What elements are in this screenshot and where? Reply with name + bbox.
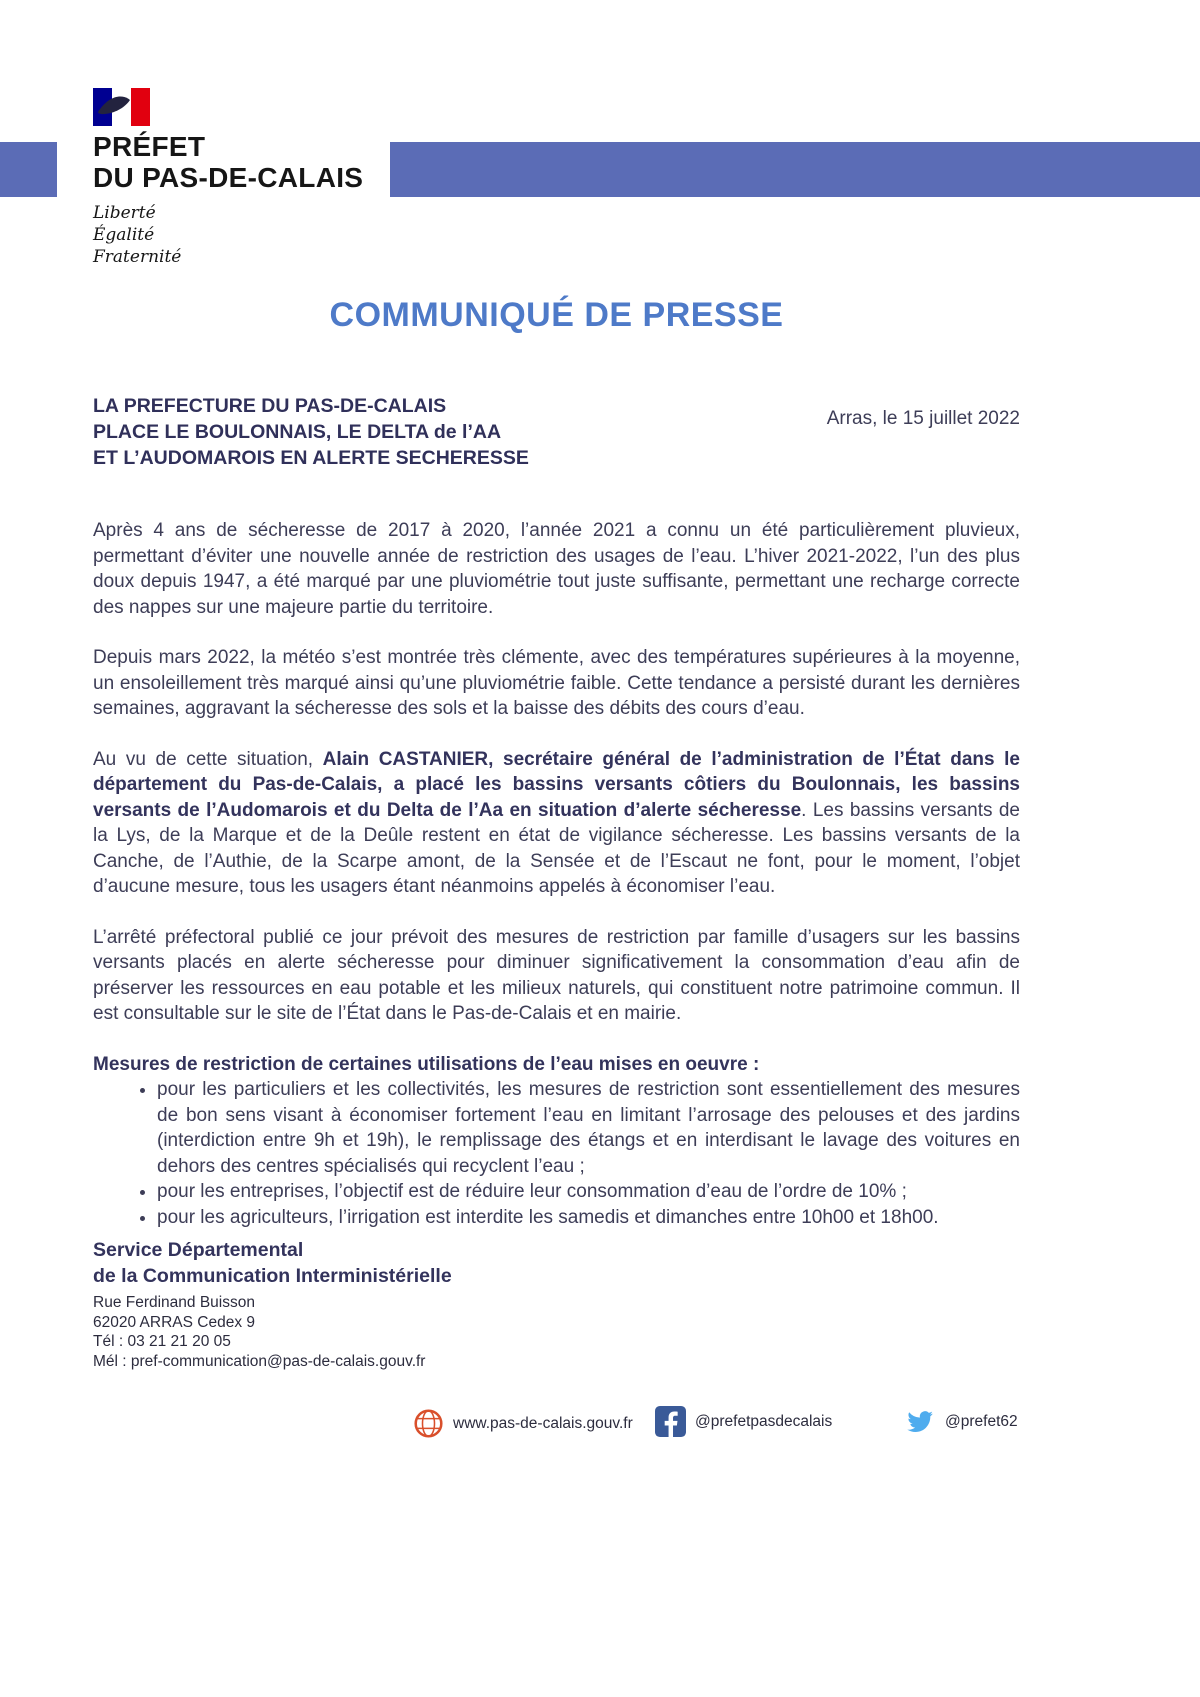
service-line2: de la Communication Interministérielle [93, 1265, 452, 1287]
logo-title-line2: DU PAS-DE-CALAIS [93, 162, 364, 193]
twitter-icon [903, 1408, 936, 1436]
paragraph-3 [93, 747, 1020, 900]
motto-liberte: Liberté [93, 203, 156, 223]
headline-line1: LA PREFECTURE DU PAS-DE-CALAIS [93, 395, 447, 417]
facebook-link[interactable] [655, 1406, 832, 1437]
paragraph-3-rest: . Les bassins versants de la Lys, de la Marque et de la Deûle restent en état de vigilance sécheresse. Les bassins versants de la Canche, de l’Authie, de la Scarpe amont, de la Sensée et de l’Escaut ne font, pour le moment, l’objet d’aucune mesure, tous les usagers étant néanmoins appelés à économiser l’eau. [93, 799, 1020, 897]
french-flag-icon [93, 88, 150, 126]
headline-line2: PLACE LE BOULONNAIS, LE DELTA de l’AA [93, 421, 502, 443]
website-label[interactable]: www.pas-de-calais.gouv.fr [453, 1414, 633, 1432]
social-row [0, 1402, 1200, 1462]
paragraph-1: Après 4 ans de sécheresse de 2017 à 2020, l’année 2021 a connu un été particulièrement pluvieux, permettant d’éviter une nouvelle année de restriction des usages de l’eau. L’hiver 2021-2022, l’un des plus doux depuis 1947, a été marqué par une pluviométrie tout juste suffisante, permettant une recharge correcte des nappes sur une majeure partie du territoire. [93, 520, 1020, 618]
header-band-left [0, 142, 57, 197]
page-title: COMMUNIQUÉ DE PRESSE [329, 296, 784, 334]
republic-motto [93, 202, 363, 268]
globe-icon [413, 1408, 444, 1439]
headline [93, 393, 529, 471]
measures-list [93, 1077, 1020, 1230]
address-street: Rue Ferdinand Buisson [93, 1294, 255, 1311]
list-item: • pour les particuliers et les collectivités, les mesures de restriction sont essentiellement des mesures de bon sens visant à économiser fortement l’eau en limitant l’arrosage des pelouses et des jardins (interdiction entre 9h et 19h), le remplissage des étangs et en interdisant le lavage des voitures en dehors des centres spécialisés qui recyclent l’eau ; [157, 1077, 1020, 1179]
headline-line3: ET L’AUDOMAROIS EN ALERTE SECHERESSE [93, 447, 529, 469]
dateline: Arras, le 15 juillet 2022 [826, 408, 1020, 429]
logo-title-line1: PRÉFET [93, 131, 206, 162]
service-line1: Service Départemental [93, 1239, 304, 1261]
header-band-right [390, 142, 1200, 197]
email-line[interactable]: Mél : pref-communication@pas-de-calais.gouv.fr [93, 1352, 426, 1370]
facebook-icon [655, 1406, 686, 1437]
address-block [93, 1293, 1020, 1371]
paragraph-2: Depuis mars 2022, la météo s’est montrée très clémente, avec des températures supérieures à la moyenne, un ensoleillement très marqué ainsi qu’une pluviométrie faible. Cette tendance a persisté durant les dernières semaines, aggravant la sécheresse des sols et la baisse des débits des cours d’eau. [93, 647, 1020, 719]
service-block [93, 1237, 1020, 1289]
list-item: • pour les entreprises, l’objectif est de réduire leur consommation d’eau de l’ordre de 10% ; [157, 1179, 1020, 1205]
motto-fraternite: Fraternité [93, 247, 182, 267]
motto-egalite: Égalité [93, 225, 155, 245]
twitter-link[interactable] [903, 1408, 1018, 1436]
address-city: 62020 ARRAS Cedex 9 [93, 1313, 255, 1331]
twitter-handle[interactable]: @prefet62 [945, 1413, 1018, 1430]
paragraph-3-lead: Au vu de cette situation, [93, 748, 323, 770]
document-content [93, 393, 1020, 1371]
measures-heading: Mesures de restriction de certaines utilisations de l’eau mises en oeuvre : [93, 1053, 760, 1075]
headline-row [93, 393, 1020, 471]
paragraph-3-bold: Alain CASTANIER, secrétaire général de l’administration de l’État dans le département du Pas-de-Calais, a placé les bassins versants côtiers du Boulonnais, les bassins versants de l’Audomarois et du Delta de l’Aa en situation d’alerte sécheresse [93, 748, 1020, 821]
facebook-handle[interactable]: @prefetpasdecalais [695, 1412, 833, 1430]
website-link[interactable] [413, 1408, 633, 1439]
government-logo [93, 88, 363, 268]
paragraph-4: L’arrêté préfectoral publié ce jour prévoit des mesures de restriction par famille d’usagers sur les bassins versants placés en alerte sécheresse pour diminuer significativement la consommation d’eau afin de préserver les ressources en eau potable et les milieux naturels, qui constituent notre patrimoine commun. Il est consultable sur le site de l’État dans le Pas-de-Calais et en mairie. [93, 926, 1020, 1024]
phone-line: Tél : 03 21 21 20 05 [93, 1333, 231, 1350]
list-item: • pour les agriculteurs, l’irrigation est interdite les samedis et dimanches entre 10h00 et 18h00. [157, 1205, 1020, 1231]
